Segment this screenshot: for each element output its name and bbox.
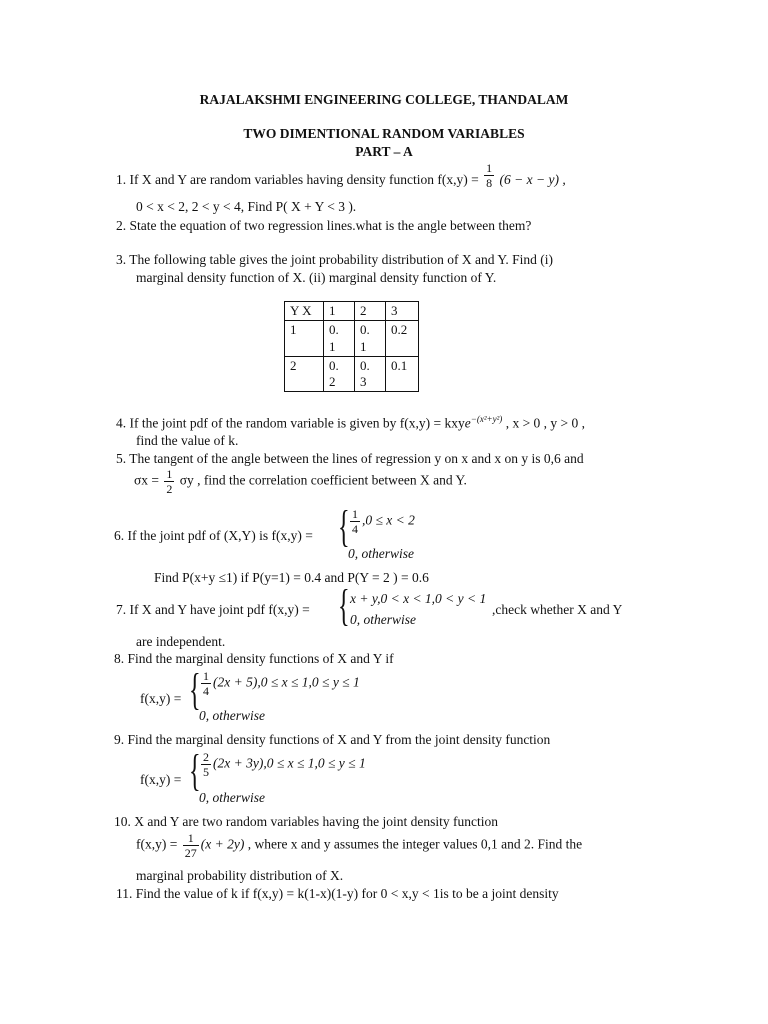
question-number: 10. — [114, 814, 131, 829]
fraction: $\frac{2}{5}$ — [203, 750, 209, 779]
question-number: 11. — [116, 886, 133, 901]
exponent: −(x²+y²) — [470, 414, 503, 424]
question-number: 5. — [116, 451, 127, 466]
question-text: If the joint pdf of the random variable is given by f(x,y) = kxy — [129, 415, 465, 431]
question-3 — [116, 252, 553, 268]
question-text: X and Y are two random variables having the joint density function — [134, 814, 499, 829]
question-10 — [114, 814, 498, 830]
table-header-cell: 3 — [386, 302, 419, 321]
lhs: f(x,y) = — [136, 836, 178, 852]
case-1: $\frac{2}{5}$ (2x + 3y),0 ≤ x ≤ 1,0 ≤ y ≤ 1 — [203, 750, 366, 779]
question-text: σy , find the correlation coefficient between X and Y. — [179, 472, 467, 488]
table-row — [285, 321, 419, 357]
table-header-cell: 2 — [355, 302, 386, 321]
table-header-row — [285, 302, 419, 321]
question-10-line2 — [136, 832, 582, 859]
question-text: The tangent of the angle between the lines of regression y on x and x on y is 0,6 and — [129, 451, 584, 466]
question-number: 4. — [116, 415, 127, 431]
table-cell: 0.1 — [386, 356, 419, 392]
table-cell: 0. 3 — [355, 356, 386, 392]
question-8-lhs: f(x,y) = — [140, 691, 182, 706]
question-text: The following table gives the joint probability distribution of X and Y. Find (i) — [129, 252, 553, 267]
table-header-cell: Y X — [285, 302, 324, 321]
fraction: $\frac{1}{2}$ — [166, 467, 173, 496]
question-1-line2: 0 < x < 2, 2 < y < 4, Find P( X + Y < 3 ). — [136, 199, 357, 214]
question-9-lhs: f(x,y) = — [140, 772, 182, 787]
table-cell: 0. 2 — [324, 356, 355, 392]
question-text: Find the value of k if f(x,y) = k(1-x)(1-y) for 0 < x,y < 1is to be a joint density — [135, 886, 559, 901]
condition: , x > 0 , y > 0 , — [505, 415, 586, 431]
question-1 — [116, 161, 566, 191]
question-number: 1. — [116, 172, 127, 187]
question-number: 3. — [116, 252, 127, 267]
case-2: 0, otherwise — [199, 708, 265, 723]
question-7-line2: are independent. — [136, 634, 226, 649]
question-number: 8. — [114, 651, 125, 666]
question-6 — [114, 528, 313, 544]
question-3-line2: marginal density function of X. (ii) marginal density function of Y. — [136, 270, 497, 285]
brace-icon: { — [338, 502, 350, 551]
table-cell: 0.2 — [386, 321, 419, 357]
case-2: 0, otherwise — [350, 612, 416, 627]
brace-icon: { — [189, 665, 201, 714]
brace-icon: { — [189, 746, 201, 795]
question-9 — [114, 732, 550, 748]
case-2: 0, otherwise — [199, 790, 265, 805]
case-1: $\frac{1}{4}$ ,0 ≤ x < 2 — [352, 507, 415, 536]
college-name: RAJALAKSHMI ENGINEERING COLLEGE, THANDALAM — [199, 92, 569, 107]
question-number: 2. — [116, 218, 127, 233]
question-number: 6. — [114, 528, 125, 543]
question-8 — [114, 651, 394, 667]
expression: (6 − x − y) , — [499, 172, 566, 187]
question-7-tail: ,check whether X and Y — [492, 602, 623, 617]
question-2 — [116, 218, 531, 234]
question-text: Find the marginal density functions of X and Y if — [127, 651, 394, 666]
table-cell: 0. 1 — [355, 321, 386, 357]
question-6-line2: Find P(x+y ≤1) if P(y=1) = 0.4 and P(Y = 2 ) = 0.6 — [154, 570, 429, 585]
fraction: $\frac{1}{8}$ — [486, 161, 493, 191]
brace-icon: { — [338, 581, 350, 630]
exp-base: e — [464, 415, 471, 431]
question-7 — [116, 602, 310, 618]
expression: (x + 2y) — [200, 836, 245, 852]
fraction: $\frac{1}{4}$ — [352, 507, 358, 536]
question-5 — [116, 451, 584, 467]
question-11 — [116, 886, 559, 902]
question-4 — [116, 414, 585, 432]
table-cell: 2 — [285, 356, 324, 392]
question-number: 7. — [116, 602, 127, 617]
table-cell: 1 — [285, 321, 324, 357]
question-text: State the equation of two regression lines.what is the angle between them? — [129, 218, 532, 233]
fraction: $\frac{1}{4}$ — [203, 669, 209, 698]
question-text: If the joint pdf of (X,Y) is f(x,y) = — [127, 528, 313, 543]
question-number: 9. — [114, 732, 125, 747]
case-2: 0, otherwise — [348, 546, 414, 561]
question-4-line2: find the value of k. — [136, 433, 239, 448]
question-text: Find the marginal density functions of X and Y from the joint density function — [127, 732, 551, 747]
question-10-line3: marginal probability distribution of X. — [136, 868, 344, 883]
question-text: If X and Y have joint pdf f(x,y) = — [129, 602, 310, 617]
case-1: x + y,0 < x < 1,0 < y < 1 — [350, 591, 487, 606]
question-text: If X and Y are random variables having density function f(x,y) = — [129, 172, 479, 187]
document-title: TWO DIMENTIONAL RANDOM VARIABLES — [243, 126, 525, 141]
table-header-cell: 1 — [324, 302, 355, 321]
table-row — [285, 356, 419, 392]
question-5-line2 — [134, 468, 467, 495]
case-1: $\frac{1}{4}$ (2x + 5),0 ≤ x ≤ 1,0 ≤ y ≤ 1 — [203, 669, 360, 698]
table-cell: 0. 1 — [324, 321, 355, 357]
joint-distribution-table — [284, 301, 419, 392]
fraction: $\frac{1}{27}$ — [184, 831, 197, 860]
sigma-x: σx = — [134, 472, 160, 488]
part-label: PART – A — [355, 144, 413, 159]
question-text: , where x and y assumes the integer values 0,1 and 2. Find the — [247, 836, 583, 852]
